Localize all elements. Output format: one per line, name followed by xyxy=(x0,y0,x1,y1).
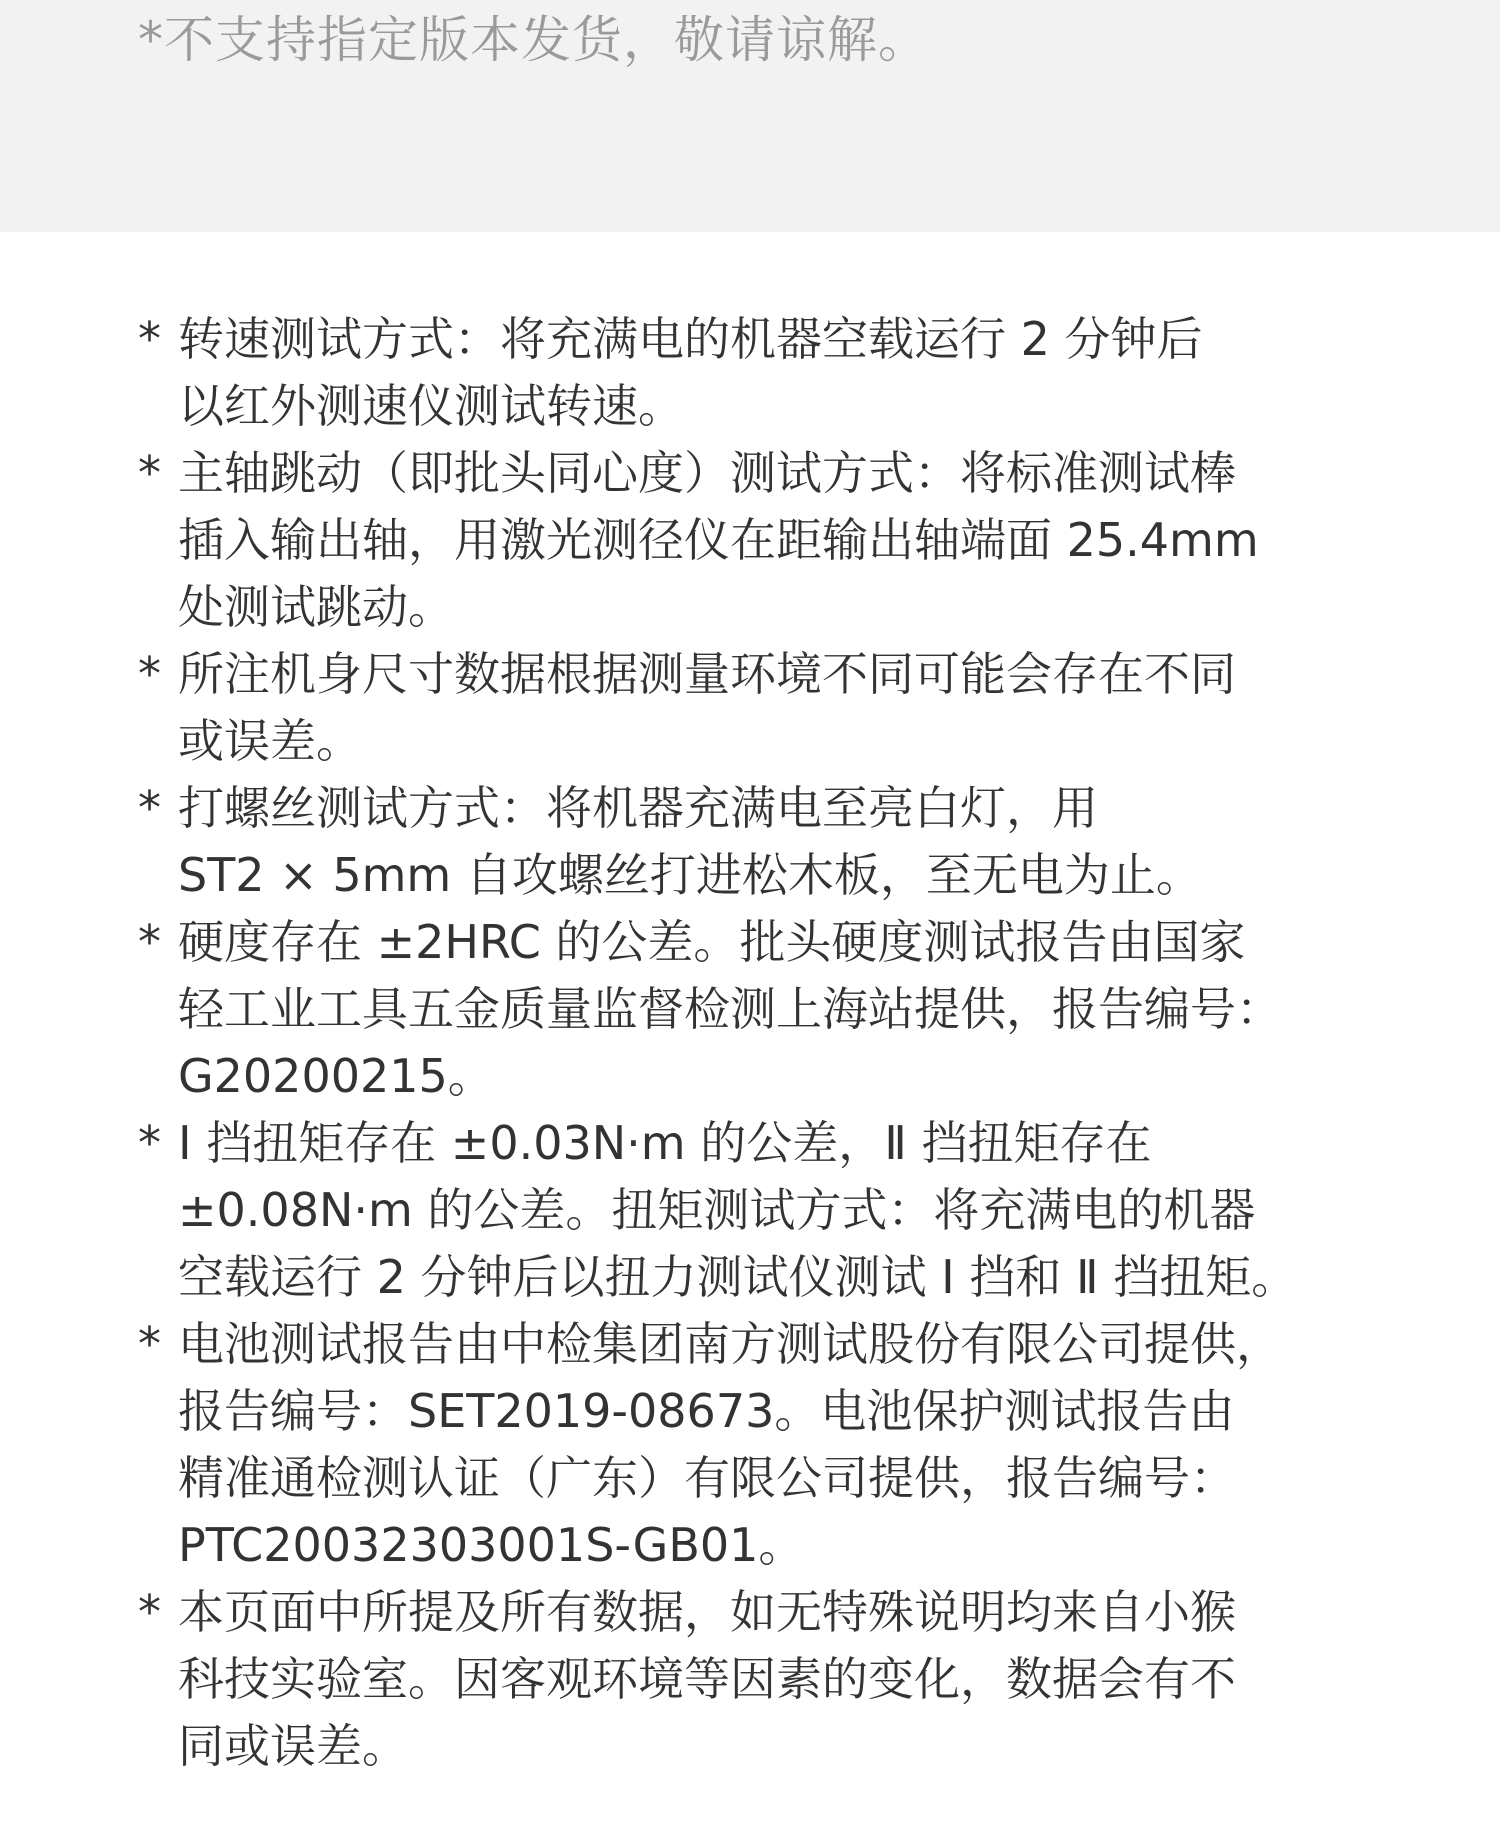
note-marker: * xyxy=(138,915,161,969)
note-screw-driving-test xyxy=(138,775,1388,909)
note-line: 电池测试报告由中检集团南方测试股份有限公司提供， xyxy=(178,1317,1282,1371)
note-rotation-speed xyxy=(138,306,1388,440)
note-battery-reports xyxy=(138,1311,1388,1579)
note-body-dimensions xyxy=(138,641,1388,775)
note-line: G20200215。 xyxy=(178,1049,494,1103)
note-line: ST2 × 5mm 自攻螺丝打进松木板，至无电为止。 xyxy=(178,848,1202,902)
note-line: 所注机身尺寸数据根据测量环境不同可能会存在不同 xyxy=(178,647,1236,701)
note-line: 或误差。 xyxy=(178,714,362,768)
note-line: 处测试跳动。 xyxy=(178,580,454,634)
shipping-version-note: *不支持指定版本发货，敬请谅解。 xyxy=(138,11,929,69)
note-data-source xyxy=(138,1579,1388,1780)
note-line: 硬度存在 ±2HRC 的公差。批头硬度测试报告由国家 xyxy=(178,915,1246,969)
note-marker: * xyxy=(138,1585,161,1639)
note-line: 本页面中所提及所有数据，如无特殊说明均来自小猴 xyxy=(178,1585,1236,1639)
note-line: 轻工业工具五金质量监督检测上海站提供，报告编号： xyxy=(178,982,1282,1036)
note-marker: * xyxy=(138,781,161,835)
note-line: 主轴跳动（即批头同心度）测试方式：将标准测试棒 xyxy=(178,446,1236,500)
note-line: 精准通检测认证（广东）有限公司提供，报告编号： xyxy=(178,1451,1236,1505)
note-line: 同或误差。 xyxy=(178,1719,408,1773)
test-notes-list xyxy=(138,306,1388,1780)
note-spindle-runout xyxy=(138,440,1388,641)
top-note-band xyxy=(0,0,1500,232)
note-line: 以红外测速仪测试转速。 xyxy=(178,379,684,433)
note-line: 报告编号：SET2019-08673。电池保护测试报告由 xyxy=(178,1384,1235,1438)
note-line: 打螺丝测试方式：将机器充满电至亮白灯，用 xyxy=(178,781,1098,835)
note-line: Ⅰ 挡扭矩存在 ±0.03N·m 的公差，Ⅱ 挡扭矩存在 xyxy=(178,1116,1152,1170)
note-marker: * xyxy=(138,647,161,701)
note-torque xyxy=(138,1110,1388,1311)
note-line: 插入输出轴，用激光测径仪在距输出轴端面 25.4mm xyxy=(178,513,1259,567)
note-marker: * xyxy=(138,1317,161,1371)
note-hardness xyxy=(138,909,1388,1110)
note-marker: * xyxy=(138,446,161,500)
note-line: ±0.08N·m 的公差。扭矩测试方式：将充满电的机器 xyxy=(178,1183,1256,1237)
note-line: 空载运行 2 分钟后以扭力测试仪测试 Ⅰ 挡和 Ⅱ 挡扭矩。 xyxy=(178,1250,1298,1304)
note-line: PTC20032303001S-GB01。 xyxy=(178,1518,805,1572)
note-line: 科技实验室。因客观环境等因素的变化，数据会有不 xyxy=(178,1652,1236,1706)
note-marker: * xyxy=(138,1116,161,1170)
note-marker: * xyxy=(138,312,161,366)
note-line: 转速测试方式：将充满电的机器空载运行 2 分钟后 xyxy=(178,312,1203,366)
